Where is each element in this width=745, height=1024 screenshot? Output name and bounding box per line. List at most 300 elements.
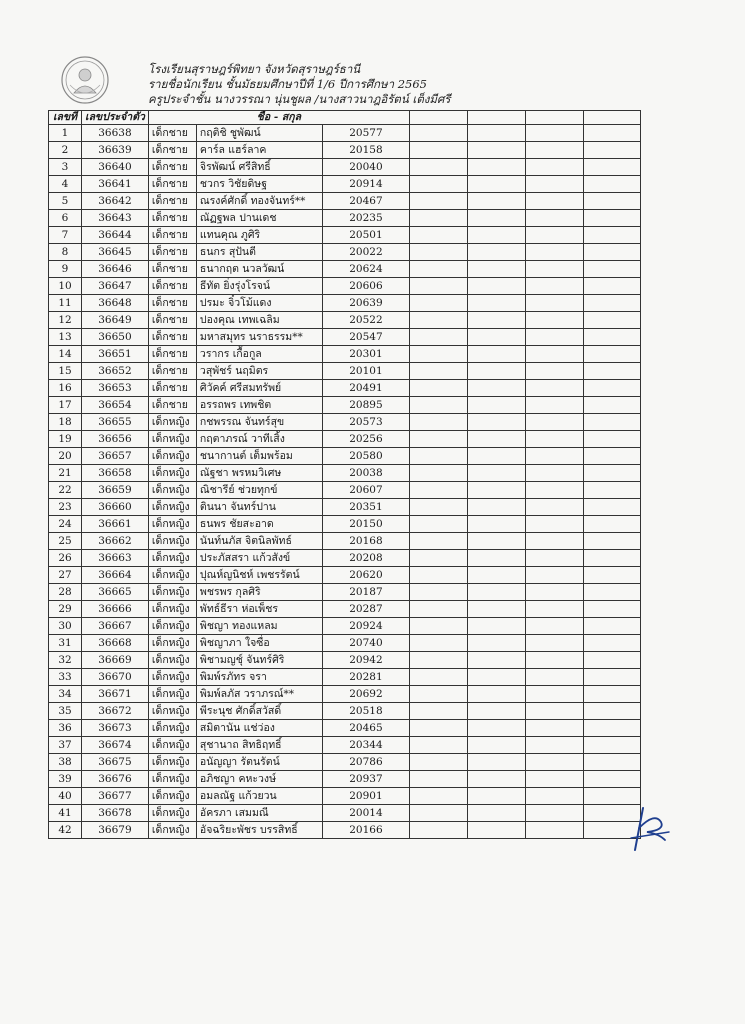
blank-cell — [467, 397, 525, 414]
student-title: เด็กหญิง — [148, 584, 196, 601]
student-title: เด็กหญิง — [148, 754, 196, 771]
row-number: 31 — [49, 635, 82, 652]
student-code: 20692 — [322, 686, 409, 703]
blank-cell — [525, 482, 583, 499]
blank-cell — [583, 346, 640, 363]
student-title: เด็กชาย — [148, 159, 196, 176]
blank-cell — [583, 125, 640, 142]
blank-cell — [583, 210, 640, 227]
blank-cell — [583, 703, 640, 720]
blank-cell — [525, 516, 583, 533]
student-id: 36664 — [82, 567, 149, 584]
blank-cell — [583, 312, 640, 329]
student-code: 20022 — [322, 244, 409, 261]
student-id: 36644 — [82, 227, 149, 244]
blank-cell — [409, 397, 467, 414]
student-id: 36650 — [82, 329, 149, 346]
blank-cell — [467, 737, 525, 754]
student-id: 36667 — [82, 618, 149, 635]
student-id: 36643 — [82, 210, 149, 227]
table-row — [49, 686, 641, 703]
student-id: 36639 — [82, 142, 149, 159]
student-code: 20577 — [322, 125, 409, 142]
row-number: 42 — [49, 822, 82, 839]
blank-cell — [525, 550, 583, 567]
blank-cell — [409, 482, 467, 499]
student-title: เด็กหญิง — [148, 448, 196, 465]
row-number: 19 — [49, 431, 82, 448]
student-title: เด็กหญิง — [148, 550, 196, 567]
student-name: ชวกร วิชัยดิษฐ — [196, 176, 322, 193]
student-title: เด็กหญิง — [148, 652, 196, 669]
blank-cell — [467, 686, 525, 703]
blank-cell — [583, 601, 640, 618]
blank-cell — [583, 567, 640, 584]
blank-cell — [583, 414, 640, 431]
student-id: 36648 — [82, 295, 149, 312]
student-code: 20547 — [322, 329, 409, 346]
table-row — [49, 652, 641, 669]
blank-cell — [467, 227, 525, 244]
student-name: วรากร เกื้อกูล — [196, 346, 322, 363]
student-code: 20924 — [322, 618, 409, 635]
blank-cell — [467, 652, 525, 669]
student-id: 36647 — [82, 278, 149, 295]
row-number: 8 — [49, 244, 82, 261]
student-title: เด็กหญิง — [148, 788, 196, 805]
student-name: นันท์นภัส จิตนิลพัทธ์ — [196, 533, 322, 550]
table-row — [49, 788, 641, 805]
blank-cell — [467, 465, 525, 482]
table-row — [49, 193, 641, 210]
blank-cell — [525, 295, 583, 312]
table-row — [49, 159, 641, 176]
school-seal-icon — [60, 55, 110, 105]
table-row — [49, 125, 641, 142]
student-name: พิชญาภา ใจซื่อ — [196, 635, 322, 652]
student-name: ปรมะ จิ๋วโม้แดง — [196, 295, 322, 312]
blank-cell — [583, 686, 640, 703]
student-name: พชรพร กุลศิริ — [196, 584, 322, 601]
blank-cell — [525, 499, 583, 516]
student-title: เด็กหญิง — [148, 669, 196, 686]
blank-cell — [409, 244, 467, 261]
blank-cell — [525, 193, 583, 210]
blank-header-cell — [525, 111, 583, 125]
table-row — [49, 584, 641, 601]
blank-cell — [467, 720, 525, 737]
row-number: 11 — [49, 295, 82, 312]
blank-cell — [583, 516, 640, 533]
row-number: 18 — [49, 414, 82, 431]
blank-header-cell — [409, 111, 467, 125]
table-row — [49, 176, 641, 193]
row-number: 30 — [49, 618, 82, 635]
student-name: พีระนุช ศักดิ์สวัสดิ์ — [196, 703, 322, 720]
student-name: ธนากฤต นวลวัฒน์ — [196, 261, 322, 278]
blank-cell — [467, 550, 525, 567]
blank-cell — [409, 329, 467, 346]
blank-cell — [525, 176, 583, 193]
blank-cell — [525, 584, 583, 601]
table-row — [49, 516, 641, 533]
blank-cell — [467, 788, 525, 805]
blank-cell — [525, 431, 583, 448]
student-code: 20624 — [322, 261, 409, 278]
blank-cell — [525, 278, 583, 295]
student-title: เด็กหญิง — [148, 499, 196, 516]
blank-cell — [467, 125, 525, 142]
blank-cell — [409, 550, 467, 567]
student-title: เด็กหญิง — [148, 720, 196, 737]
student-title: เด็กหญิง — [148, 618, 196, 635]
table-row — [49, 550, 641, 567]
row-number: 35 — [49, 703, 82, 720]
blank-cell — [525, 805, 583, 822]
blank-cell — [409, 601, 467, 618]
row-number: 12 — [49, 312, 82, 329]
blank-cell — [525, 635, 583, 652]
student-code: 20606 — [322, 278, 409, 295]
student-title: เด็กชาย — [148, 244, 196, 261]
blank-cell — [583, 380, 640, 397]
student-id: 36668 — [82, 635, 149, 652]
student-code: 20740 — [322, 635, 409, 652]
table-row — [49, 822, 641, 839]
blank-cell — [409, 822, 467, 839]
blank-cell — [583, 159, 640, 176]
row-number: 25 — [49, 533, 82, 550]
blank-cell — [525, 686, 583, 703]
student-title: เด็กชาย — [148, 295, 196, 312]
blank-cell — [467, 754, 525, 771]
student-id: 36663 — [82, 550, 149, 567]
blank-cell — [409, 142, 467, 159]
blank-cell — [525, 788, 583, 805]
blank-cell — [583, 720, 640, 737]
table-row — [49, 278, 641, 295]
student-id: 36638 — [82, 125, 149, 142]
table-row — [49, 567, 641, 584]
student-title: เด็กชาย — [148, 261, 196, 278]
blank-cell — [409, 737, 467, 754]
student-title: เด็กชาย — [148, 312, 196, 329]
table-row — [49, 346, 641, 363]
blank-cell — [583, 754, 640, 771]
student-code: 20465 — [322, 720, 409, 737]
student-id: 36655 — [82, 414, 149, 431]
student-id: 36671 — [82, 686, 149, 703]
blank-cell — [467, 822, 525, 839]
blank-cell — [467, 601, 525, 618]
student-title: เด็กหญิง — [148, 516, 196, 533]
student-code: 20281 — [322, 669, 409, 686]
blank-cell — [409, 516, 467, 533]
blank-cell — [409, 312, 467, 329]
student-id: 36658 — [82, 465, 149, 482]
row-number: 27 — [49, 567, 82, 584]
table-row — [49, 295, 641, 312]
student-code: 20501 — [322, 227, 409, 244]
blank-cell — [583, 193, 640, 210]
student-id: 36669 — [82, 652, 149, 669]
table-body — [49, 125, 641, 839]
student-name: อัจฉริยะพัชร บรรสิทธิ์ — [196, 822, 322, 839]
student-name: พิชญา ทองแหลม — [196, 618, 322, 635]
row-number: 26 — [49, 550, 82, 567]
student-code: 20038 — [322, 465, 409, 482]
row-number: 14 — [49, 346, 82, 363]
student-id: 36666 — [82, 601, 149, 618]
row-number: 29 — [49, 601, 82, 618]
blank-cell — [467, 703, 525, 720]
blank-cell — [525, 567, 583, 584]
student-name: ตินนา จันทร์ปาน — [196, 499, 322, 516]
blank-cell — [409, 278, 467, 295]
blank-cell — [525, 142, 583, 159]
blank-cell — [525, 720, 583, 737]
blank-cell — [583, 431, 640, 448]
student-roster-table — [48, 110, 641, 839]
row-number: 38 — [49, 754, 82, 771]
blank-cell — [409, 652, 467, 669]
row-number: 15 — [49, 363, 82, 380]
blank-cell — [583, 448, 640, 465]
student-name: อภิชญา คหะวงษ์ — [196, 771, 322, 788]
row-number: 10 — [49, 278, 82, 295]
table-row — [49, 312, 641, 329]
table-row — [49, 414, 641, 431]
student-name: สมิตานัน แช่ว่อง — [196, 720, 322, 737]
student-title: เด็กชาย — [148, 142, 196, 159]
blank-cell — [525, 125, 583, 142]
student-code: 20158 — [322, 142, 409, 159]
blank-cell — [583, 278, 640, 295]
student-id: 36675 — [82, 754, 149, 771]
student-name: อัครภา เสมมณี — [196, 805, 322, 822]
student-name: มหาสมุทร นราธรรม** — [196, 329, 322, 346]
blank-cell — [525, 448, 583, 465]
student-id: 36659 — [82, 482, 149, 499]
student-name: พัทธ์ธีรา ห่อเพ็ชร — [196, 601, 322, 618]
row-number: 13 — [49, 329, 82, 346]
col-header-name: ชื่อ - สกุล — [148, 111, 409, 125]
row-number: 22 — [49, 482, 82, 499]
student-code: 20607 — [322, 482, 409, 499]
table-row — [49, 142, 641, 159]
student-name: แทนคุณ ภูศิริ — [196, 227, 322, 244]
row-number: 20 — [49, 448, 82, 465]
blank-cell — [525, 210, 583, 227]
table-row — [49, 448, 641, 465]
student-title: เด็กหญิง — [148, 805, 196, 822]
student-code: 20639 — [322, 295, 409, 312]
school-name: โรงเรียนสุราษฎร์พิทยา จังหวัดสุราษฎร์ธานี — [148, 62, 361, 76]
student-title: เด็กหญิง — [148, 431, 196, 448]
blank-cell — [583, 176, 640, 193]
table-row — [49, 397, 641, 414]
student-id: 36649 — [82, 312, 149, 329]
blank-cell — [467, 567, 525, 584]
student-code: 20573 — [322, 414, 409, 431]
row-number: 41 — [49, 805, 82, 822]
student-title: เด็กชาย — [148, 363, 196, 380]
col-header-student-id: เลขประจำตัว — [82, 111, 149, 125]
table-row — [49, 737, 641, 754]
student-id: 36678 — [82, 805, 149, 822]
blank-cell — [467, 312, 525, 329]
student-id: 36676 — [82, 771, 149, 788]
blank-cell — [467, 159, 525, 176]
blank-cell — [583, 397, 640, 414]
blank-cell — [409, 448, 467, 465]
student-code: 20914 — [322, 176, 409, 193]
blank-cell — [409, 618, 467, 635]
blank-cell — [583, 584, 640, 601]
student-name: อนัญญา รัตนรัตน์ — [196, 754, 322, 771]
student-title: เด็กหญิง — [148, 567, 196, 584]
blank-cell — [525, 737, 583, 754]
student-name: จิรพัฒน์ ศรีสิทธิ์ — [196, 159, 322, 176]
student-title: เด็กชาย — [148, 380, 196, 397]
blank-cell — [525, 669, 583, 686]
blank-cell — [467, 295, 525, 312]
blank-cell — [467, 414, 525, 431]
blank-cell — [409, 533, 467, 550]
student-name: ธนพร ชัยสะอาด — [196, 516, 322, 533]
blank-cell — [467, 176, 525, 193]
blank-cell — [409, 686, 467, 703]
blank-cell — [583, 482, 640, 499]
student-name: ศิวัคค์ ศรีสมทรัพย์ — [196, 380, 322, 397]
student-code: 20166 — [322, 822, 409, 839]
student-name: ปองคุณ เทพเฉลิม — [196, 312, 322, 329]
student-title: เด็กหญิง — [148, 533, 196, 550]
table-row — [49, 720, 641, 737]
blank-cell — [409, 176, 467, 193]
student-code: 20187 — [322, 584, 409, 601]
student-title: เด็กหญิง — [148, 822, 196, 839]
student-id: 36651 — [82, 346, 149, 363]
row-number: 40 — [49, 788, 82, 805]
student-code: 20786 — [322, 754, 409, 771]
blank-cell — [467, 261, 525, 278]
student-code: 20620 — [322, 567, 409, 584]
blank-cell — [409, 754, 467, 771]
student-code: 20937 — [322, 771, 409, 788]
blank-cell — [467, 363, 525, 380]
blank-cell — [525, 346, 583, 363]
row-number: 36 — [49, 720, 82, 737]
blank-cell — [409, 295, 467, 312]
handwritten-signature — [625, 802, 675, 854]
table-row — [49, 601, 641, 618]
student-title: เด็กหญิง — [148, 414, 196, 431]
student-name: ณัฐชา พรหมวิเศษ — [196, 465, 322, 482]
table-row — [49, 771, 641, 788]
blank-cell — [467, 210, 525, 227]
blank-header-cell — [583, 111, 640, 125]
blank-cell — [467, 278, 525, 295]
student-code: 20287 — [322, 601, 409, 618]
blank-cell — [525, 754, 583, 771]
student-title: เด็กหญิง — [148, 771, 196, 788]
table-row — [49, 329, 641, 346]
blank-cell — [525, 397, 583, 414]
blank-cell — [409, 788, 467, 805]
table-row — [49, 499, 641, 516]
student-name: ณรงค์ศักดิ์ ทองจันทร์** — [196, 193, 322, 210]
blank-cell — [467, 380, 525, 397]
blank-cell — [467, 805, 525, 822]
document-header — [148, 62, 708, 107]
student-code: 20235 — [322, 210, 409, 227]
blank-cell — [583, 329, 640, 346]
student-title: เด็กชาย — [148, 329, 196, 346]
blank-cell — [583, 465, 640, 482]
blank-cell — [409, 346, 467, 363]
student-id: 36677 — [82, 788, 149, 805]
student-code: 20150 — [322, 516, 409, 533]
student-title: เด็กชาย — [148, 397, 196, 414]
table-row — [49, 244, 641, 261]
student-id: 36670 — [82, 669, 149, 686]
table-row — [49, 669, 641, 686]
student-id: 36657 — [82, 448, 149, 465]
student-code: 20522 — [322, 312, 409, 329]
student-title: เด็กหญิง — [148, 482, 196, 499]
student-code: 20580 — [322, 448, 409, 465]
row-number: 2 — [49, 142, 82, 159]
student-code: 20901 — [322, 788, 409, 805]
blank-cell — [583, 227, 640, 244]
table-row — [49, 805, 641, 822]
student-name: คาร์ล แฮร์ลาค — [196, 142, 322, 159]
blank-cell — [583, 771, 640, 788]
student-id: 36660 — [82, 499, 149, 516]
list-title: รายชื่อนักเรียน ชั้นมัธยมศึกษาปีที่ 1/6 ปีการศึกษา 2565 — [148, 77, 427, 91]
blank-cell — [409, 584, 467, 601]
blank-cell — [409, 465, 467, 482]
student-name: พิมพ์รภัทร จรา — [196, 669, 322, 686]
blank-cell — [409, 703, 467, 720]
student-code: 20895 — [322, 397, 409, 414]
student-name: ธีทัต ยิ่งรุ่งโรจน์ — [196, 278, 322, 295]
student-id: 36654 — [82, 397, 149, 414]
blank-cell — [583, 295, 640, 312]
student-code: 20467 — [322, 193, 409, 210]
blank-cell — [409, 159, 467, 176]
blank-cell — [583, 363, 640, 380]
student-id: 36642 — [82, 193, 149, 210]
student-name: พิมพ์ลภัส วราภรณ์** — [196, 686, 322, 703]
blank-cell — [525, 533, 583, 550]
table-row — [49, 227, 641, 244]
blank-cell — [467, 346, 525, 363]
student-code: 20301 — [322, 346, 409, 363]
blank-cell — [409, 431, 467, 448]
student-code: 20101 — [322, 363, 409, 380]
blank-cell — [583, 652, 640, 669]
row-number: 4 — [49, 176, 82, 193]
blank-cell — [583, 669, 640, 686]
blank-cell — [467, 584, 525, 601]
row-number: 23 — [49, 499, 82, 516]
blank-cell — [409, 380, 467, 397]
student-title: เด็กหญิง — [148, 635, 196, 652]
student-code: 20942 — [322, 652, 409, 669]
student-name: พิชามญชุ์ จันทร์ศิริ — [196, 652, 322, 669]
